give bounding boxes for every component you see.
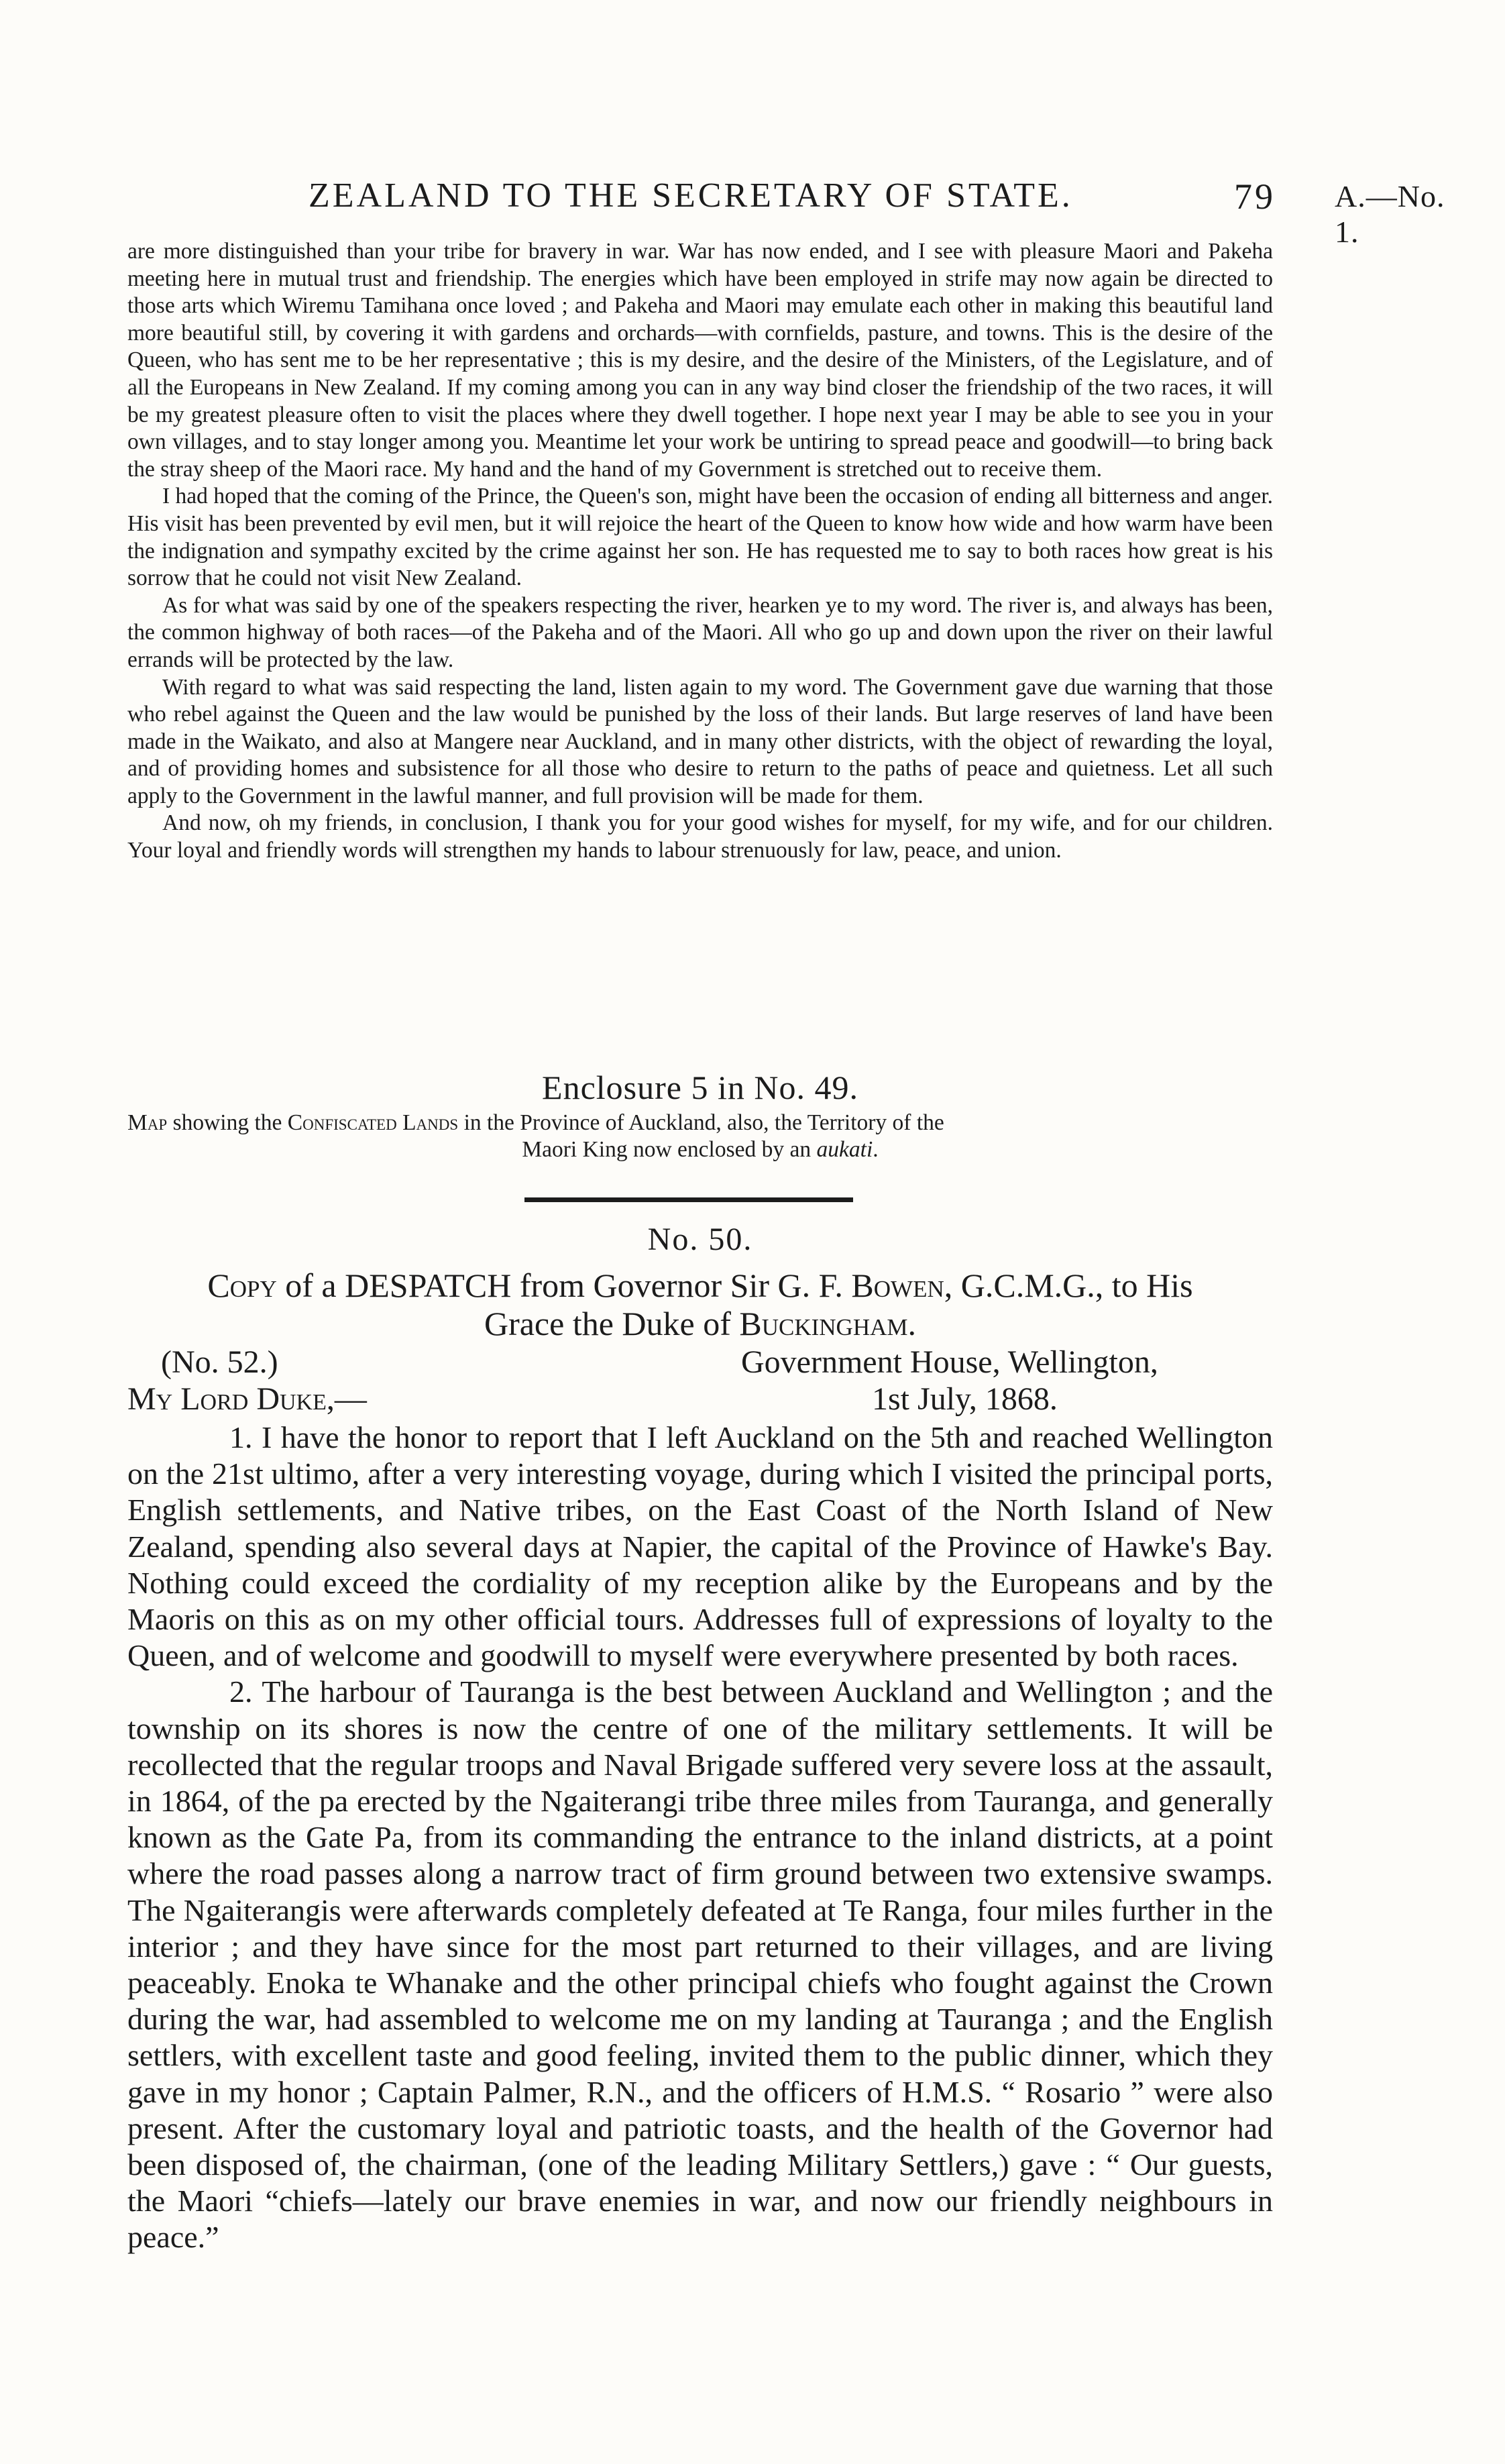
lands-word: Lands [402,1110,459,1135]
despatch-date: 1st July, 1868. [872,1381,1058,1417]
despatch-paragraph: 2. The harbour of Tauranga is the best between Auckland and Wellington ; and the township on its shores is now the centre of one of the military settlements. It will be recollected that the regular troops and Naval Brigade suffered very severe loss at the assault, in 1864, of the pa erected by the Ngaiterangi tribe three miles from Tauranga, and generally known as the Gate Pa, from its commanding the entrance to the inland districts, at a point where the road passes along a narrow tract of firm ground between two extensive swamps. The Ngaiterangis were afterwards completely defeated at Te Ranga, four miles further in the interior ; and they have since for the most part returned to their villages, and are living peaceably. Enoka te Whanake and the other principal chiefs who fought against the Crown during the war, had assembled to welcome me on my landing at Tauranga ; and the English settlers, with excellent taste and good feeling, invited them to the public dinner, which they gave in my honor ; Captain Palmer, R.N., and the officers of H.M.S. “ Rosario ” were also present. After the customary loyal and patriotic toasts, and the health of the Governor had been disposed of, the chairman, (one of the leading Military Settlers,) gave : “ Our guests, the Maori “chiefs—lately our brave enemies in war, and now our friendly neighbours in peace.” [127,1674,1273,2255]
confiscated-word: Confiscated [287,1110,397,1135]
speech-paragraph: And now, oh my friends, in conclusion, I thank you for your good wishes for myself, for my wife, and for our children. Your loyal and friendly words will strengthen my hands to labour strenuously for law, peace, and union. [127,810,1273,863]
map-text: . [873,1137,879,1162]
buckingham-name: Buckingham [739,1305,908,1342]
despatch-address: Government House, Wellington, [741,1344,1158,1380]
speech-paragraph: With regard to what was said respecting the land, listen again to my word. The Government gave due warning that those who rebel against the Queen and the law would be punished by the loss of their lands. But large reserves of land have been made in the Waikato, and also at Mangere near Auckland, and in many other districts, with the object of rewarding the loyal, and of providing homes and subsistence for all those who desire to return to the paths of peace and quietness. Let all such apply to the Government in the lawful manner, and full provision will be made for them. [127,674,1273,808]
title-text: . [907,1305,916,1342]
running-title: ZEALAND TO THE SECRETARY OF STATE. [309,176,1073,215]
despatch-reference: (No. 52.) [161,1344,278,1380]
map-caption-line2 [127,1136,1273,1163]
despatch-number: No. 50. [647,1222,753,1257]
copy-word: Copy [207,1267,277,1304]
enclosure-heading: Enclosure 5 in No. 49. [542,1069,858,1106]
despatch-body [127,1420,1273,2256]
speech-paragraph: I had hoped that the coming of the Prince, the Queen's son, might have been the occasion of ending all bitterness and anger. His visit has been prevented by evil men, but it will rejoice the heart of the Queen to know how wide and how warm have been the indignation and sympathy excited by the crime against her son. He has requested me to say to both races how great is his sorrow that he could not visit New Zealand. [127,484,1273,591]
despatch-title [127,1267,1273,1343]
map-text: showing the [172,1110,282,1135]
title-text: of a DESPATCH from Governor Sir G. F. [285,1267,843,1304]
title-text: , G.C.M.G., to His [944,1267,1193,1304]
speech-paragraph: As for what was said by one of the speakers respecting the river, hearken ye to my word. The river is, and always has been, the common highway of both races—of the Pakeha and of the Maori. All who go up and down upon the river on their lawful errands will be protected by the law. [127,592,1273,672]
map-text: in the Province of Auckland, also, the Territory of the [463,1110,944,1135]
enclosure-map-caption [127,1110,1273,1163]
speech-text [127,238,1273,865]
salutation-name: My Lord Duke [127,1381,327,1417]
bowen-name: Bowen [851,1267,944,1304]
aukati-word: aukati [816,1137,873,1162]
map-word: Map [127,1110,168,1135]
series-label: A.—No. 1. [1335,179,1445,249]
section-divider [524,1197,853,1202]
title-text: Grace the Duke of [484,1305,731,1342]
salutation-end: ,— [326,1381,367,1417]
salutation [127,1381,367,1417]
page-number: 79 [1234,176,1276,217]
despatch-paragraph: 1. I have the honor to report that I left Auckland on the 5th and reached Wellington on the 21st ultimo, after a very interesting voyage, during which I visited the principal ports, English settlements, and Native tribes, on the East Coast of the North Island of New Zealand, spending also several days at Napier, the capital of the Province of Hawke's Bay. Nothing could exceed the cordiality of my reception alike by the Europeans and by the Maoris on this as on my other official tours. Addresses full of expressions of loyalty to the Queen, and of welcome and goodwill to myself were everywhere presented by both races. [127,1420,1273,1673]
speech-paragraph: are more distinguished than your tribe for bravery in war. War has now ended, and I see with pleasure Maori and Pakeha meeting here in mutual trust and friendship. The energies which have been employed in strife may now again be directed to those arts which Wiremu Tamihana once loved ; and Pakeha and Maori may emulate each other in making this beautiful land more beautiful still, by covering it with gardens and orchards—with cornfields, pasture, and towns. This is the desire of the Queen, who has sent me to be her representative ; this is my desire, and the desire of the Ministers, of the Legislature, and of all the Europeans in New Zealand. If my coming among you can in any way bind closer the friendship of the two races, it will be my greatest pleasure often to visit the places where they dwell together. I hope next year I may be able to see you in your own villages, and to stay longer among you. Meantime let your work be untiring to spread peace and goodwill—to bring back the stray sheep of the Maori race. My hand and the hand of my Government is stretched out to receive them. [127,239,1273,482]
map-text: Maori King now enclosed by an [522,1137,812,1162]
